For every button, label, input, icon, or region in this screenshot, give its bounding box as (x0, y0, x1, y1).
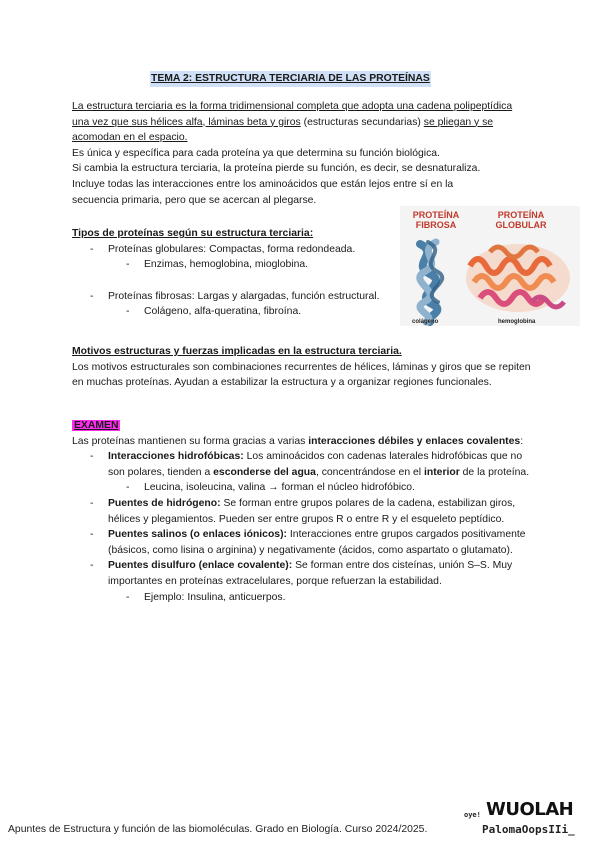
motifs-text: Los motivos estructurales son combinaciones recurrentes de hélices, láminas y giros que se repiten en muchas proteínas. Ayudan a estabilizar la estructura y a organizar regiones funcionales. (72, 361, 531, 389)
intro-paragraph-2: Es única y específica para cada proteína ya que determina su función biológica. (72, 147, 440, 159)
exam-lead: Las proteínas mantienen su forma gracias a varias interacciones débiles y enlaces covalentes: (72, 435, 524, 447)
page-title: TEMA 2: ESTRUCTURA TERCIARIA DE LAS PROTEÍNAS (150, 71, 431, 87)
types-heading: Tipos de proteínas según su estructura terciaria: (72, 228, 314, 239)
intro-paragraph-4: Incluye todas las interacciones entre los aminoácidos que están lejos entre sí en la secuencia primaria, pero que se acercan al plegarse. (72, 178, 454, 206)
intro-section (72, 99, 522, 208)
label-fibrous: PROTEÍNA FIBROSA (412, 210, 460, 230)
protein-illustration (400, 206, 580, 326)
intro-paragraph-1 (72, 99, 522, 146)
exam-section (72, 418, 532, 605)
collagen-helix-icon (420, 242, 442, 322)
caption-collagen: colágeno (412, 319, 439, 325)
label-globular: PROTEÍNA GLOBULAR (495, 210, 547, 230)
protein-figure (400, 206, 580, 326)
list-item-globular-examples: - Enzimas, hemoglobina, mioglobina. (72, 257, 402, 273)
footer-text: Apuntes de Estructura y función de las biomoléculas. Grado en Biología. Curso 2024/2025. (8, 824, 428, 835)
fibrous-text: Proteínas fibrosas: Largas y alargadas, función estructural. (108, 290, 380, 302)
exam-badge: EXAMEN (74, 420, 119, 431)
list-item-fibrous-examples: - Colágeno, alfa-queratina, fibroína. (72, 304, 402, 320)
hemoglobin-icon (466, 244, 570, 312)
forces-list (72, 449, 532, 605)
list-item-disulfide: - Puentes disulfuro (enlace covalente): Se forman entre dos cisteínas, unión S–S. Muy importantes en proteínas extracelulares, porque refuerzan la estabilidad. - Ejemplo: Insulina, anticuerpos. (72, 558, 532, 605)
list-item-hydrogen: - Puentes de hidrógeno: Se forman entre grupos polares de la cadena, estabilizan giros, hélices y plegamientos. Pueden ser entre grupos R o entre R y el esqueleto peptídico. (72, 496, 532, 527)
globular-text: Proteínas globulares: Compactas, forma redondeada. (108, 243, 356, 255)
list-item-fibrous (72, 289, 402, 320)
signature-note: oye! (464, 811, 481, 819)
list-item-hydrophobic-sub: - Leucina, isoleucina, valina → forman el núcleo hidrofóbico. (72, 480, 532, 496)
list-item-hydrophobic: - Interacciones hidrofóbicas: Los aminoácidos con cadenas laterales hidrofóbicas que no son polares, tienden a esconderse del agua, concentrándose en el interior de la proteína. - Leucina, isoleucina, valina → forman el núcleo hidrofóbico. (72, 449, 532, 496)
intro-plain: (estructuras secundarias) (300, 116, 424, 128)
caption-hemoglobin: hemoglobina (498, 319, 536, 325)
motifs-section (72, 344, 534, 391)
intro-paragraph-3: Si cambia la estructura terciaria, la proteína pierde su función, es decir, se desnaturaliza. (72, 163, 481, 175)
wuolah-logo: WUOLAH (486, 799, 574, 820)
list-item-salt-bridge: - Puentes salinos (o enlaces iónicos): Interacciones entre grupos cargados positivamente (básicos, como lisina o arginina) y negativamente (ácidos, como aspartato o glutamato). (72, 527, 532, 558)
motifs-heading: Motivos estructuras y fuerzas implicadas en la estructura terciaria. (72, 346, 402, 357)
signature-text: PalomaOopsIIi_ (482, 823, 575, 836)
types-section (72, 226, 402, 320)
list-item-globular (72, 242, 402, 273)
intro-underlined: La estructura terciaria es la forma tridimensional completa que adopta una cadena polipeptídica una vez que sus hélices alfa, láminas beta y giros (72, 101, 513, 128)
intro-underlined-2: se pliegan y se acomodan en el espacio. (72, 116, 494, 144)
list-item-disulfide-sub: - Ejemplo: Insulina, anticuerpos. (72, 590, 532, 606)
types-list (72, 242, 402, 320)
